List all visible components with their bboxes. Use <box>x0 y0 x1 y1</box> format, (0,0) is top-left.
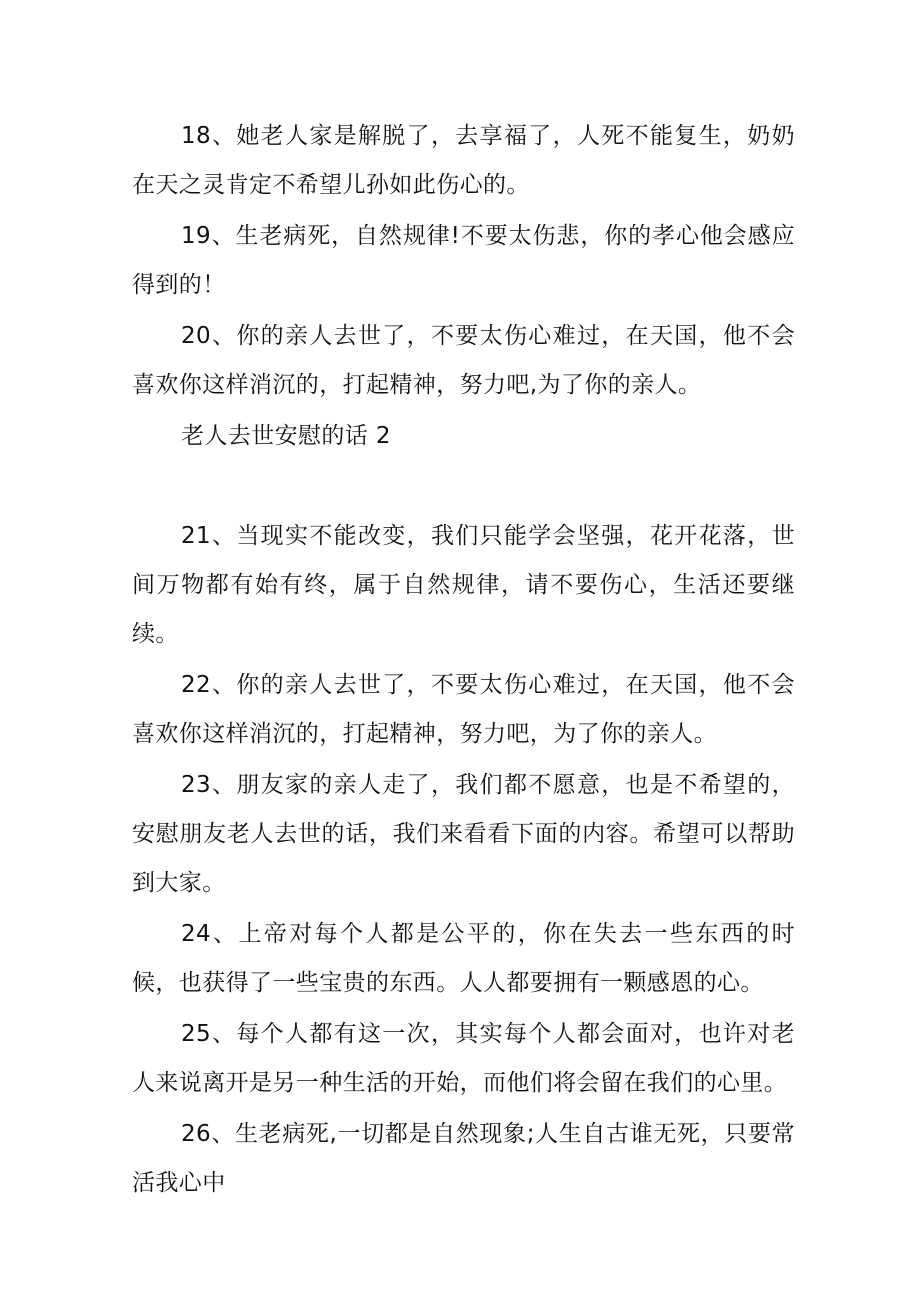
paragraph-26: 26、生老病死,一切都是自然现象;人生自古谁无死，只要常活我心中 <box>132 1121 795 1196</box>
paragraph-20: 20、你的亲人去世了，不要太伤心难过，在天国，他不会喜欢你这样消沉的，打起精神，努力吧,为了你的亲人。 <box>132 323 795 398</box>
paragraph-24: 24、上帝对每个人都是公平的，你在失去一些东西的时候，也获得了一些宝贵的东西。人人都要拥有一颗感恩的心。 <box>132 921 795 996</box>
paragraph-18: 18、她老人家是解脱了，去享福了，人死不能复生，奶奶在天之灵肯定不希望儿孙如此伤心的。 <box>132 123 795 198</box>
section-spacer <box>132 463 795 512</box>
paragraph-23: 23、朋友家的亲人走了，我们都不愿意，也是不希望的，安慰朋友老人去世的话，我们来看看下面的内容。希望可以帮助到大家。 <box>132 772 795 896</box>
paragraph-22: 22、你的亲人去世了，不要太伤心难过，在天国，他不会喜欢你这样消沉的，打起精神，努力吧，为了你的亲人。 <box>132 672 795 747</box>
section-heading: 老人去世安慰的话 2 <box>181 423 391 449</box>
document-body <box>132 112 795 1210</box>
paragraph-25: 25、每个人都有这一次，其实每个人都会面对，也许对老人来说离开是另一种生活的开始，而他们将会留在我们的心里。 <box>132 1021 795 1096</box>
paragraph-21: 21、当现实不能改变，我们只能学会坚强，花开花落，世间万物都有始有终，属于自然规律，请不要伤心，生活还要继续。 <box>132 523 795 647</box>
paragraph-19: 19、生老病死，自然规律!不要太伤悲，你的孝心他会感应得到的！ <box>132 223 795 298</box>
